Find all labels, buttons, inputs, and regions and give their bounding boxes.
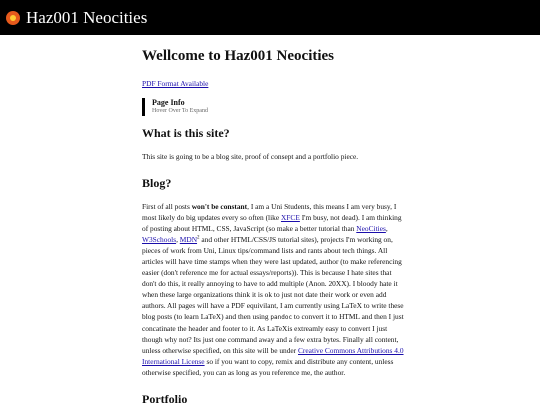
blog-text-5: to convert it to HTML and then I just concatinate the header and footer to it. As LaTeXis extreamly easy to convert I just though why not? Its just one command away and a few extra bytes. Finally all content, unless otherwise specified, on this site will be under [142, 312, 404, 355]
page-info-subtitle: Hover Over To Expand [152, 108, 208, 114]
footnote-marker[interactable]: 2 [197, 235, 200, 241]
section-body-blog [142, 201, 404, 378]
main-content [142, 35, 404, 417]
section-heading-what: What is this site? [142, 126, 230, 140]
pandoc-code: pandoc [270, 314, 293, 321]
creative-commons-link[interactable]: Creative Commons Attributions 4.0 International License [142, 346, 404, 366]
neocities-link[interactable]: NeoCities [356, 224, 386, 233]
neocities-logo-icon[interactable] [6, 11, 20, 25]
blog-text-3: I'm busy, not dead). I am thinking of posting about HTML, CSS, JavaScript (so make a better tutorial than [142, 213, 402, 233]
xfce-link[interactable]: XFCE [280, 213, 300, 222]
section-body-what: This site is going to be a blog site, proof of consept and a portfolio piece. [142, 152, 359, 161]
section-heading-blog: Blog? [142, 176, 172, 190]
section-heading-portfolio: Portfolio [142, 392, 188, 406]
mdn-link[interactable]: MDN [179, 235, 198, 244]
blog-sep-2: , [176, 235, 180, 244]
top-bar [0, 0, 540, 35]
page-info-title: Page Info [152, 98, 185, 107]
blog-sep-1: , [385, 224, 388, 233]
blog-text-6: so if you want to copy, remix and distribute any content, unless otherwise specified, you can as long as you reference me, the author. [142, 357, 394, 377]
blog-text-4: and other HTML/CSS/JS tutorial sites), projects I'm working on, pieces of work from Uni, Linux tips/command lists and rants about tech things. All articles will have time stamps when they were last updated, author (to make referencing easier (don't reference me for actual essays/reports)). This is because I hate sites that don't do this, it really annoying to have to add multiple (Anon. 20XX). I bloody hate it when these large organizations think it is ok to just not date their work or even add authors. All pages will have a PDF equivilant, I am currently using LaTeX to write these blog posts (to learn LaTeX) and then using [142, 235, 404, 321]
w3schools-link[interactable]: W3Schools [142, 235, 177, 244]
site-title[interactable]: Haz001 Neocities [26, 8, 148, 27]
blog-text-1: First of all posts [142, 202, 192, 211]
pdf-format-link[interactable]: PDF Format Available [142, 79, 209, 88]
page-info-box[interactable] [142, 98, 404, 116]
blog-text-2: , I am a Uni Students, this means I am very busy, I most likely do big updates every so often (like [142, 202, 397, 222]
page-title: Wellcome to Haz001 Neocities [142, 48, 335, 64]
blog-bold-text: won't be constant [191, 202, 248, 211]
